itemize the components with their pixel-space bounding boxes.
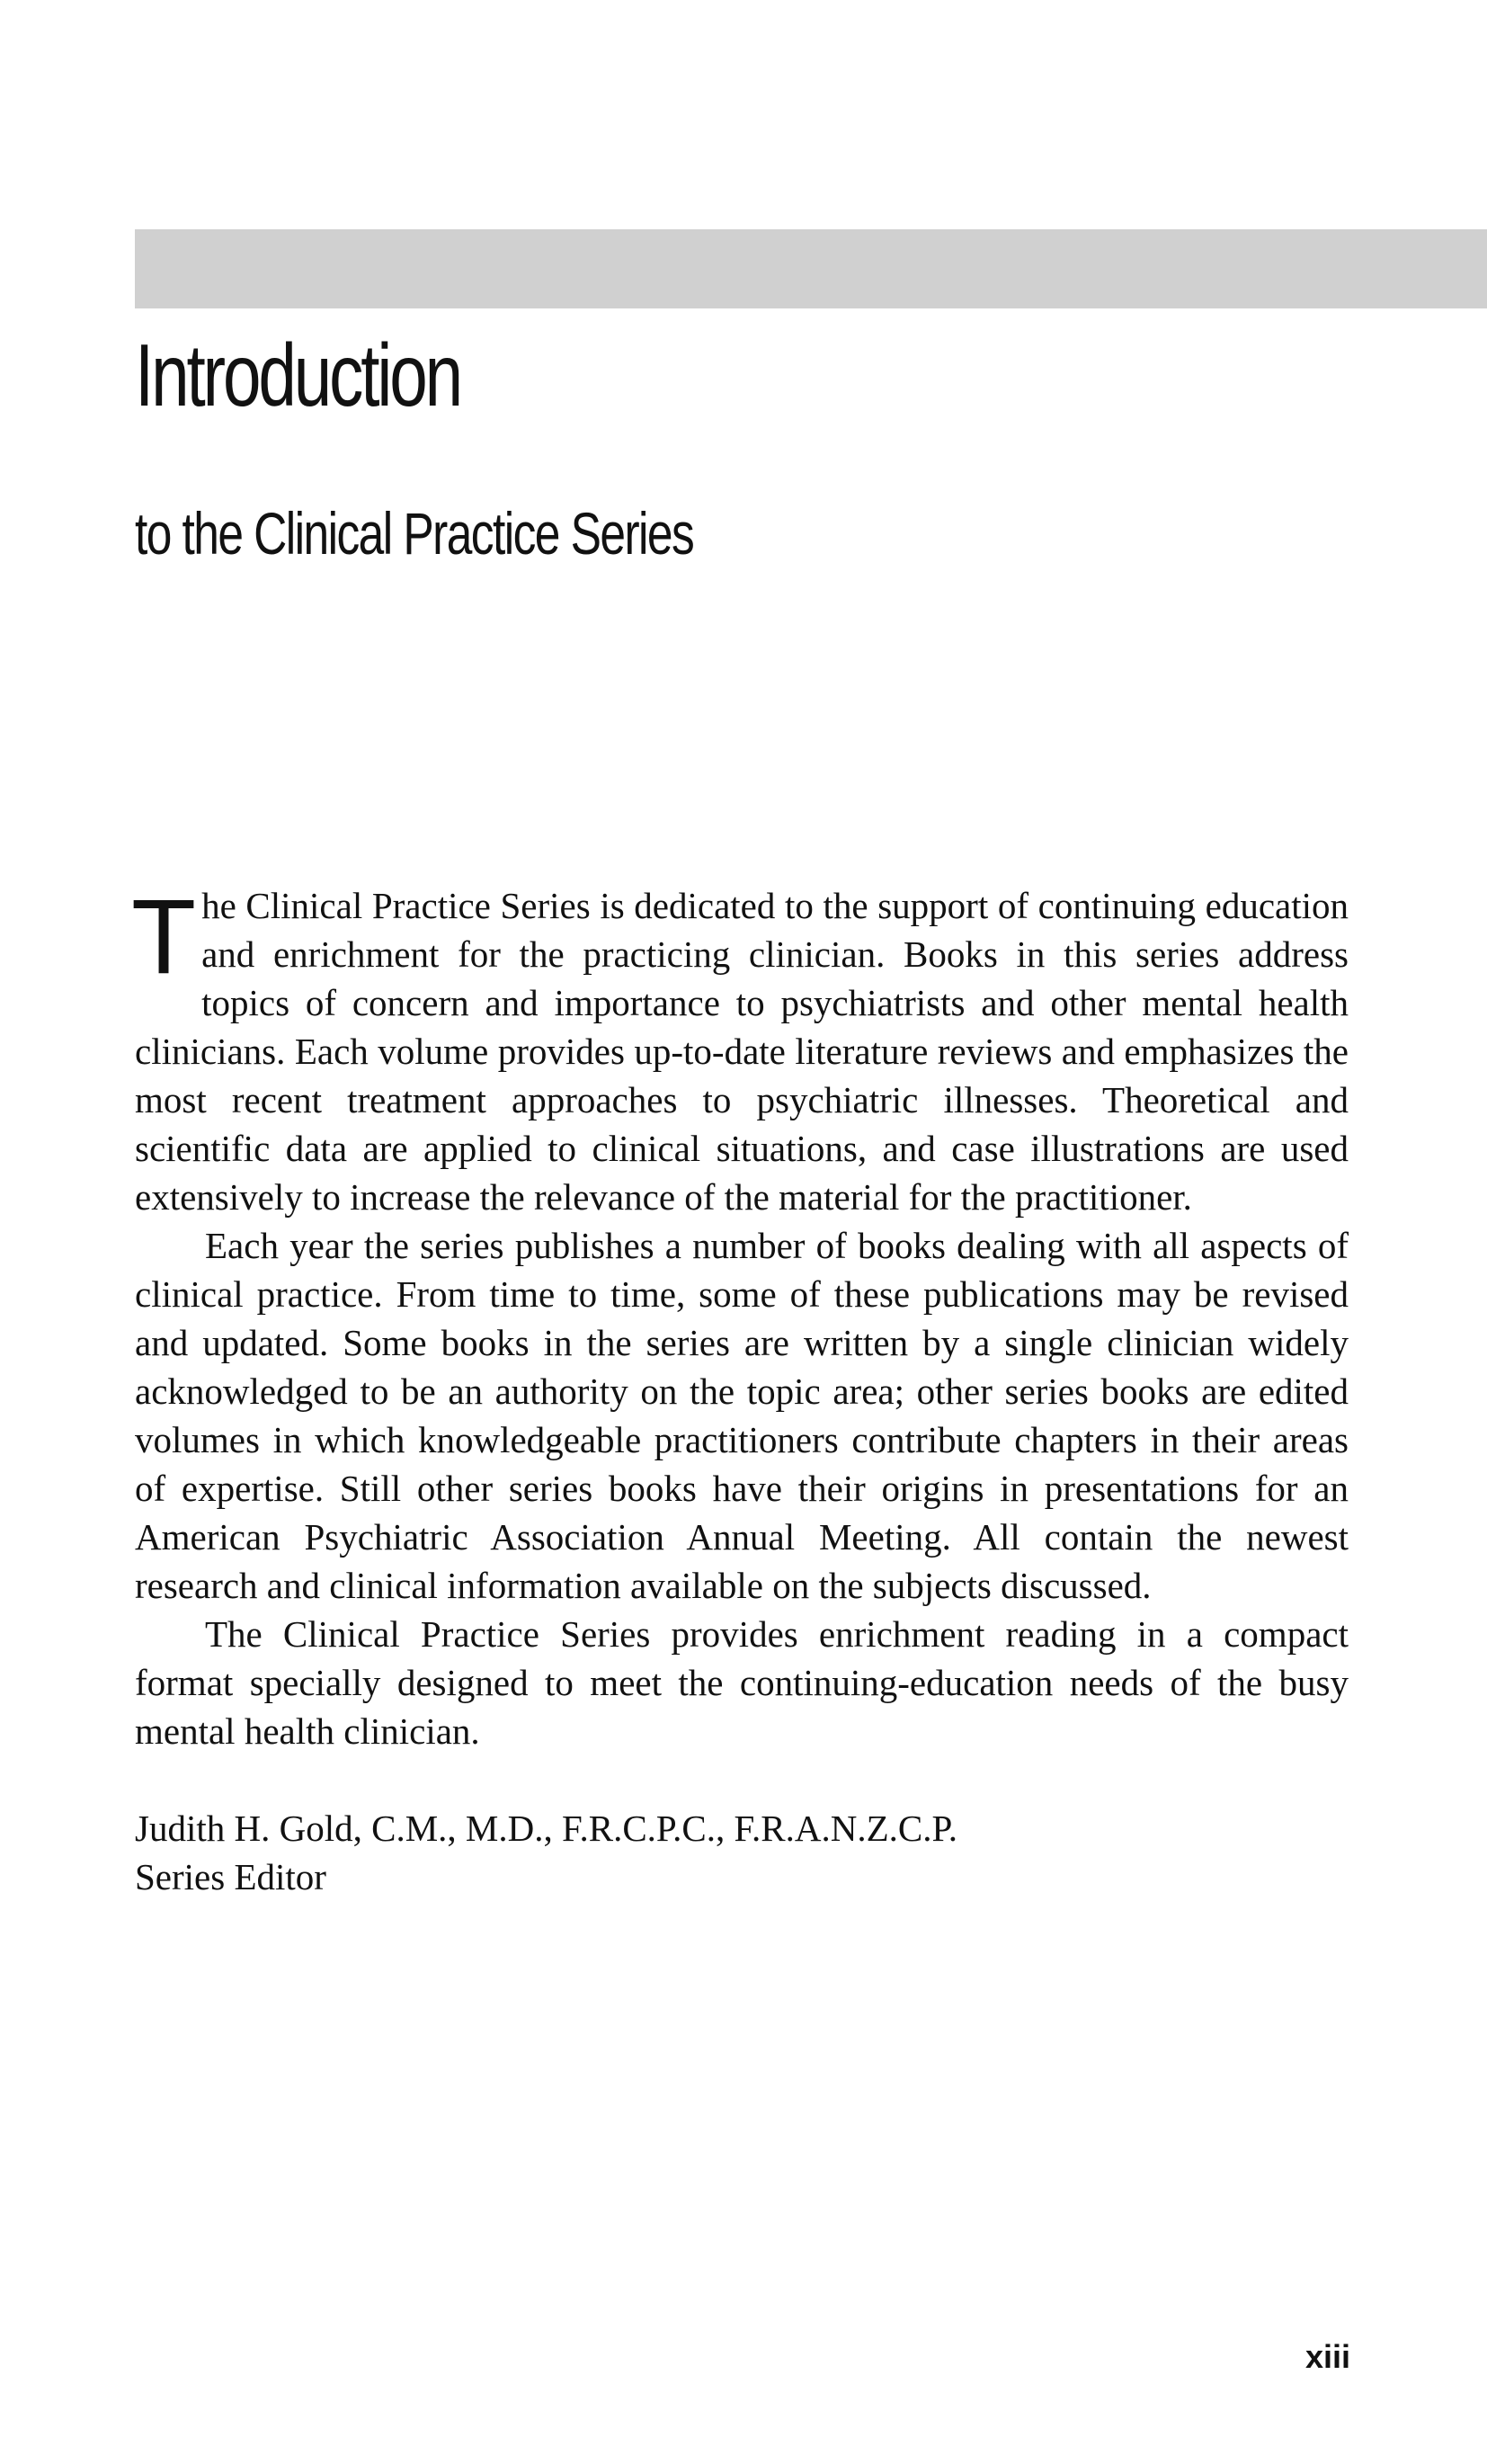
paragraph-2: Each year the series publishes a number of books dealing with all aspects of clinical practice. From time to time, some of these publications may be revised and updated. Some books in the series are written by a single clinician widely acknowledged to be an authority on the topic area; other series books are edited volumes in which knowledgeable practitioners contribute chapters in their areas of expertise. Still other series books have their origins in presentations for an American Psychiatric Association Annual Meeting. All contain the newest research and clinical information available on the subjects discussed. <box>135 1225 1349 1606</box>
header-bar <box>135 229 1487 308</box>
editor-role: Series Editor <box>135 1856 326 1897</box>
page-number: xiii <box>1304 2338 1350 2375</box>
paragraph-3: The Clinical Practice Series provides enrichment reading in a compact format specially designed to meet the continuing-education needs of the busy mental health clinician. <box>135 1613 1349 1752</box>
body-text <box>131 878 1349 1901</box>
drop-cap: T <box>131 878 197 996</box>
signature-block <box>135 1804 1349 1901</box>
paragraph-1 <box>131 878 1349 1221</box>
page-title: Introduction <box>135 326 461 424</box>
page-subtitle: to the Clinical Practice Series <box>135 500 694 567</box>
paragraph-1-text: he Clinical Practice Series is dedicated to the support of continuing education and enrichment for the practicing clinician. Books in this series address topics of concern and importance to psychiatrists and other mental health clinicians. Each volume provides up-to-date literature reviews and emphasizes the most recent treatment approaches to psychiatric illnesses. Theoretical and scientific data are applied to clinical situations, and case illustrations are used extensively to increase the relevance of the material for the practitioner. <box>135 885 1349 1218</box>
editor-name: Judith H. Gold, C.M., M.D., F.R.C.P.C., F.R.A.N.Z.C.P. <box>135 1808 958 1849</box>
